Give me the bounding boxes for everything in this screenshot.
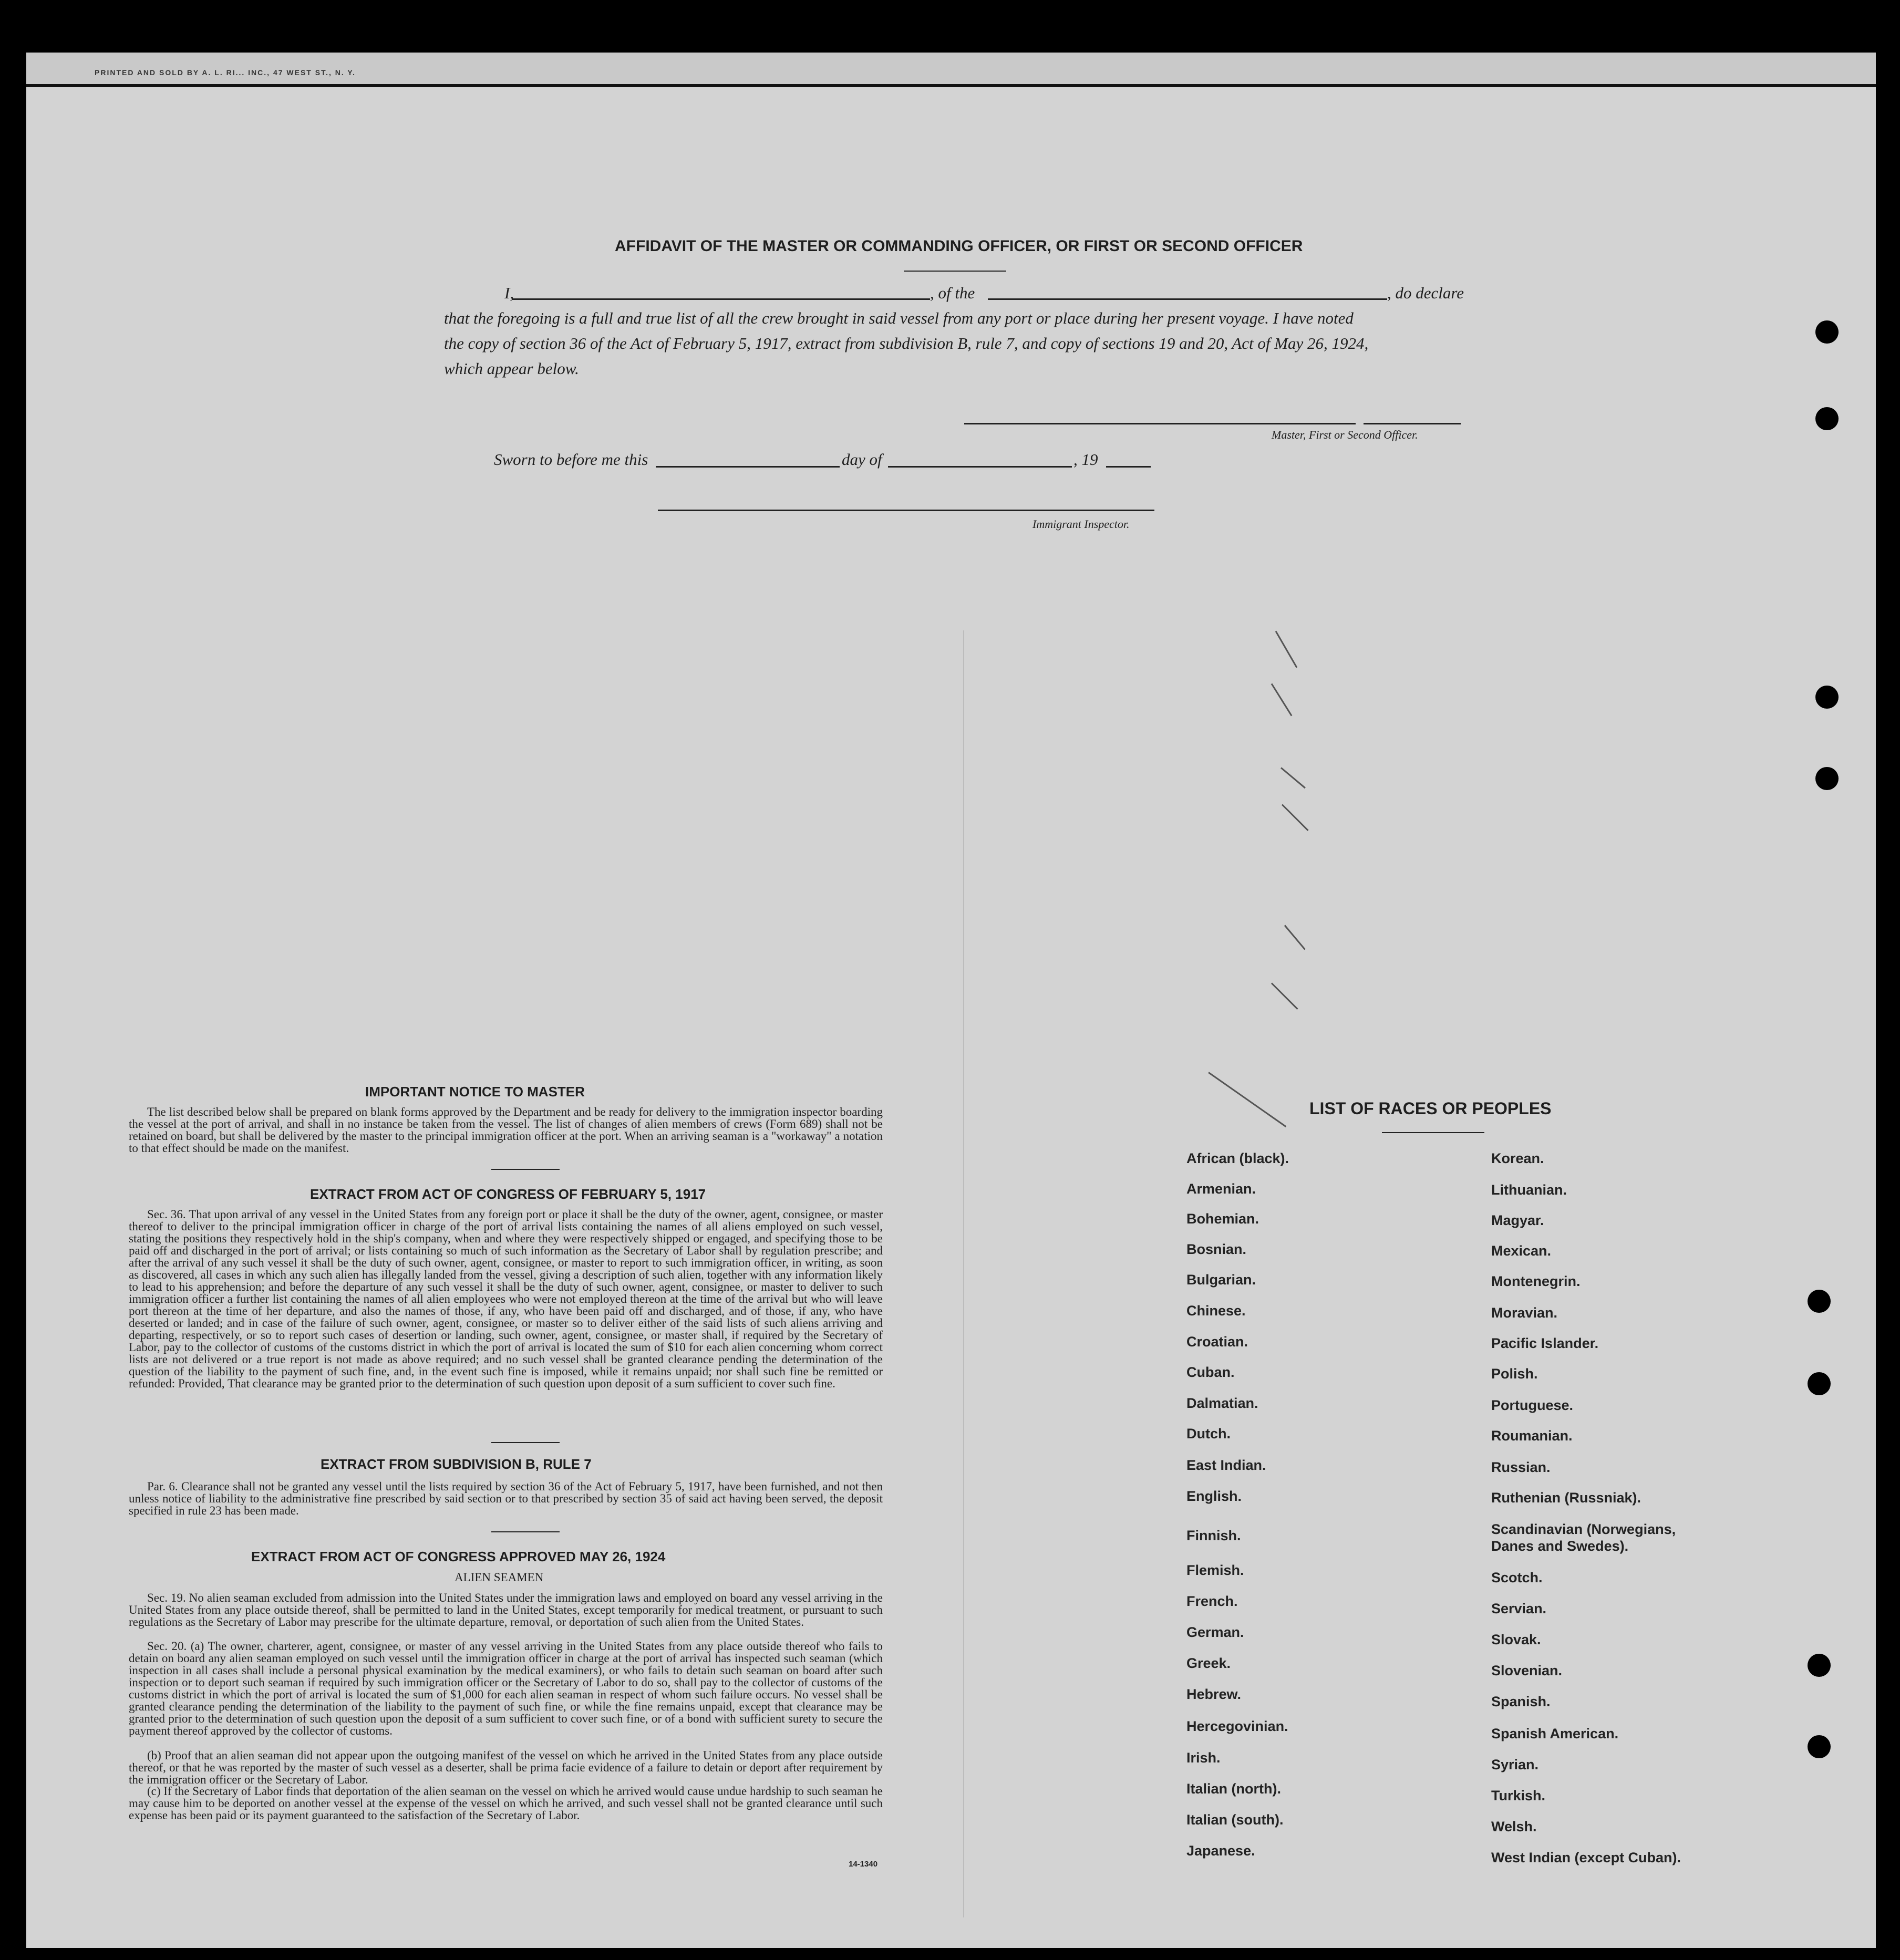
vessel-field[interactable]	[988, 298, 1387, 300]
left-race-item: Hercegovinian.	[1186, 1718, 1288, 1734]
left-race-item: English.	[1186, 1488, 1242, 1504]
right-race-item: Slovenian.	[1491, 1663, 1563, 1678]
divider	[1382, 1132, 1484, 1133]
punch-hole-icon	[1808, 1654, 1831, 1677]
fold-line	[963, 630, 964, 1917]
master-signature-field-extra[interactable]	[1364, 423, 1461, 424]
printer-imprint: PRINTED AND SOLD BY A. L. RI... INC., 47 WEST ST., N. Y.	[95, 68, 356, 77]
right-race-item: Ruthenian (Russniak).	[1491, 1490, 1641, 1506]
left-race-item: Hebrew.	[1186, 1686, 1242, 1702]
left-race-item: Armenian.	[1186, 1181, 1256, 1197]
punch-hole-icon	[1815, 767, 1839, 790]
right-race-item: Moravian.	[1491, 1305, 1558, 1321]
right-race-item: Korean.	[1491, 1150, 1544, 1166]
divider	[491, 1531, 560, 1532]
right-race-item: Scotch.	[1491, 1570, 1543, 1585]
right-race-item: Mexican.	[1491, 1243, 1552, 1259]
punch-hole-icon	[1815, 320, 1839, 344]
right-race-item: Polish.	[1491, 1366, 1538, 1382]
right-race-item: Spanish American.	[1491, 1726, 1619, 1741]
right-race-item: Lithuanian.	[1491, 1182, 1567, 1198]
left-race-item: Greek.	[1186, 1655, 1231, 1671]
right-race-item: Roumanian.	[1491, 1428, 1573, 1444]
right-race-item: Turkish.	[1491, 1788, 1546, 1803]
day-of-label: day of	[842, 450, 882, 469]
notice-text: The list described below shall be prepared on blank forms approved by the Department and be ready for delivery to the immigration inspector boarding the vessel at the port of arrival, and shall in no instance be taken from the vessel. The list of changes of alien members of crews (Form 689) shall not be retained on board, but shall be delivered by the master to the principal immigration officer at the port. When an arriving seaman is a "workaway" a notation to that effect should be made on the manifest.	[129, 1105, 883, 1155]
divider	[904, 271, 1006, 272]
left-race-item: German.	[1186, 1624, 1244, 1640]
right-race-item: Magyar.	[1491, 1212, 1544, 1228]
master-signature-label: Master, First or Second Officer.	[1272, 428, 1418, 441]
left-race-item: Italian (north).	[1186, 1781, 1281, 1797]
master-signature-field[interactable]	[964, 423, 1356, 424]
extract-1924-title: EXTRACT FROM ACT OF CONGRESS APPROVED MAY 26, 1924	[251, 1549, 666, 1564]
sec-20c-text: (c) If the Secretary of Labor finds that deportation of the alien seaman on the vessel on which he arrived would cause undue hardship to such seaman he may cause him to be deported on another vessel at the expense of the vessel on which he arrived, and such vessel shall not be granted clearance until such expense has been paid or its payment guaranteed to the satisfaction of the Secretary of Labor.	[129, 1785, 883, 1822]
left-race-item: Italian (south).	[1186, 1812, 1284, 1828]
form-number: 14-1340	[849, 1860, 878, 1869]
left-race-item: East Indian.	[1186, 1457, 1266, 1473]
left-race-item: Finnish.	[1186, 1528, 1241, 1543]
subdivision-b-title: EXTRACT FROM SUBDIVISION B, RULE 7	[321, 1456, 592, 1472]
right-race-item: Spanish.	[1491, 1694, 1551, 1709]
inspector-signature-field[interactable]	[658, 510, 1154, 511]
left-race-item: Croatian.	[1186, 1334, 1248, 1350]
left-race-item: Flemish.	[1186, 1562, 1244, 1578]
left-race-item: French.	[1186, 1593, 1238, 1609]
sworn-year-field[interactable]	[1106, 466, 1151, 468]
affidavit-of-the-label: , of the	[930, 284, 975, 302]
punch-hole-icon	[1815, 686, 1839, 709]
divider	[491, 1442, 560, 1443]
right-race-item: Welsh.	[1491, 1819, 1537, 1834]
sec-20b-text: (b) Proof that an alien seaman did not appear upon the outgoing manifest of the vessel on which he arrived in the United States from any place outside thereof, or that he was reported by the master of such vessel as a deserter, shall be prima facie evidence of a failure to detain or deport after requirement by the immigration officer or the Secretary of Labor.	[129, 1749, 883, 1786]
sec-19-text: Sec. 19. No alien seaman excluded from admission into the United States under the immigration laws and employed on board any vessel arriving in the United States from any place outside thereof, shall be permitted to land in the United States, except temporarily for medical treatment, or pursuant to such regulations as the Secretary of Labor may prescribe for the ultimate departure, removal, or deportation of such alien from the United States.	[129, 1591, 883, 1629]
sworn-day-field[interactable]	[656, 466, 840, 468]
left-race-item: Japanese.	[1186, 1843, 1255, 1859]
extract-1924-subtitle: ALIEN SEAMEN	[455, 1571, 544, 1584]
affidavit-title: AFFIDAVIT OF THE MASTER OR COMMANDING OFFICER, OR FIRST OR SECOND OFFICER	[615, 237, 1303, 255]
affidavit-body-line: that the foregoing is a full and true list of all the crew brought in said vessel from any port or place during her present voyage. I have noted	[444, 309, 1354, 327]
extract-1917-text: Sec. 36. That upon arrival of any vessel in the United States from any foreign port or place it shall be the duty of the owner, agent, consignee, or master thereof to deliver to the principal immigration officer in charge of the port of arrival lists containing the names of all aliens employed on such vessel, stating the positions they respectively hold in the ship's company, when and where they were respectively shipped or engaged, and specifying those to be paid off and discharged in the port of arrival; or lists containing so much of such information as the Secretary of Labor shall by regulation prescribe; and after the arrival of any such vessel it shall be the duty of such owner, agent, consignee, or master to report to such immigration officer, in writing, as soon as discovered, all cases in which any such alien has illegally landed from the vessel, giving a description of such alien, together with any information likely to lead to his apprehension; and before the departure of any such vessel it shall be the duty of such owner, agent, consignee, or master to deliver to such immigration officer a further list containing the names of all alien employees who were not employed thereon at the time of the arrival but who will leave port thereon at the time of her departure, and also the names of those, if any, who have been paid off and discharged, and of those, if any, who have deserted or landed; and in case of the failure of such owner, agent, consignee, or master so to deliver either of the said lists of such aliens arriving and departing, respectively, or so to report such cases of desertion or landing, such owner, agent, consignee, or master shall, if required by the Secretary of Labor, pay to the collector of customs of the customs district in which the port of arrival is located the sum of $10 for each alien concerning whom correct lists are not delivered or a true report is not made as above required; and no such vessel shall be granted clearance pending the determination of the question of the liability to the payment of such fine, and, in the event such fine is imposed, while it remains unpaid; nor shall such fine be remitted or refunded: Provided, That clearance may be granted prior to the determination of such question upon deposit of a sum sufficient to cover such fine.	[129, 1208, 883, 1390]
left-race-item: Chinese.	[1186, 1303, 1246, 1319]
right-race-item: Slovak.	[1491, 1632, 1541, 1647]
inspector-label: Immigrant Inspector.	[1032, 517, 1130, 531]
right-race-item: Scandinavian (Norwegians, Danes and Swedes).	[1491, 1521, 1676, 1554]
punch-hole-icon	[1815, 407, 1839, 430]
right-race-item: Montenegrin.	[1491, 1273, 1581, 1289]
extract-1917-title: EXTRACT FROM ACT OF CONGRESS OF FEBRUARY 5, 1917	[310, 1186, 706, 1202]
affidavit-declare-label: , do declare	[1387, 284, 1464, 302]
sworn-month-field[interactable]	[888, 466, 1072, 468]
left-race-item: Cuban.	[1186, 1364, 1235, 1380]
sworn-label: Sworn to before me this	[494, 450, 648, 469]
notice-title: IMPORTANT NOTICE TO MASTER	[365, 1084, 585, 1100]
races-title: LIST OF RACES OR PEOPLES	[1309, 1099, 1552, 1118]
left-race-item: Bulgarian.	[1186, 1272, 1256, 1288]
right-race-item: Pacific Islander.	[1491, 1335, 1599, 1351]
left-race-item: Irish.	[1186, 1750, 1221, 1766]
left-race-item: Dutch.	[1186, 1426, 1231, 1442]
right-race-item: Russian.	[1491, 1459, 1551, 1475]
right-race-item: Syrian.	[1491, 1757, 1539, 1772]
punch-hole-icon	[1808, 1372, 1831, 1395]
subdivision-b-text: Par. 6. Clearance shall not be granted any vessel until the lists required by section 36 of the Act of February 5, 1917, have been furnished, and not then unless notice of liability to the administrative fine prescribed by said section or to that prescribed by section 35 of said act having been served, the deposit specified in rule 23 has been made.	[129, 1480, 883, 1517]
affidavit-body-line: which appear below.	[444, 359, 579, 378]
right-race-item: Servian.	[1491, 1601, 1547, 1616]
right-race-item: Portuguese.	[1491, 1397, 1574, 1413]
punch-hole-icon	[1808, 1735, 1831, 1758]
left-race-item: Bohemian.	[1186, 1211, 1259, 1227]
divider	[491, 1169, 560, 1170]
name-field[interactable]	[512, 298, 930, 300]
left-race-item: Dalmatian.	[1186, 1395, 1258, 1411]
affidavit-i-label: I,	[504, 284, 514, 302]
year-label: , 19	[1073, 450, 1098, 469]
punch-hole-icon	[1808, 1290, 1831, 1313]
left-race-item: Bosnian.	[1186, 1241, 1247, 1257]
left-race-item: African (black).	[1186, 1150, 1289, 1166]
sec-20a-text: Sec. 20. (a) The owner, charterer, agent, consignee, or master of any vessel arriving in the United States from any place outside thereof who fails to detain on board any alien seaman employed on such vessel until the immigration officer in charge at the port of arrival has inspected such seaman (which inspection in all cases shall include a personal physical examination by the medical examiners), or who fails to detain such seaman on board after such inspection or to deport such seaman if required by such immigration officer or the Secretary of Labor to do so, shall pay to the collector of customs of the customs district in which the port of arrival is located the sum of $1,000 for each alien seaman in respect of whom such failure occurs. No vessel shall be granted clearance pending the determination of the liability to the payment of such fine, or while the fine remains unpaid, except that clearance may be granted prior to the determination of such question upon the deposit of a sum sufficient to cover such fine, or of a bond with sufficient surety to secure the payment thereof approved by the collector of customs.	[129, 1640, 883, 1737]
right-race-item: West Indian (except Cuban).	[1491, 1850, 1681, 1865]
affidavit-body-line: the copy of section 36 of the Act of February 5, 1917, extract from subdivision B, rule 7, and copy of sections 19 and 20, Act of May 26, 1924,	[444, 334, 1369, 352]
